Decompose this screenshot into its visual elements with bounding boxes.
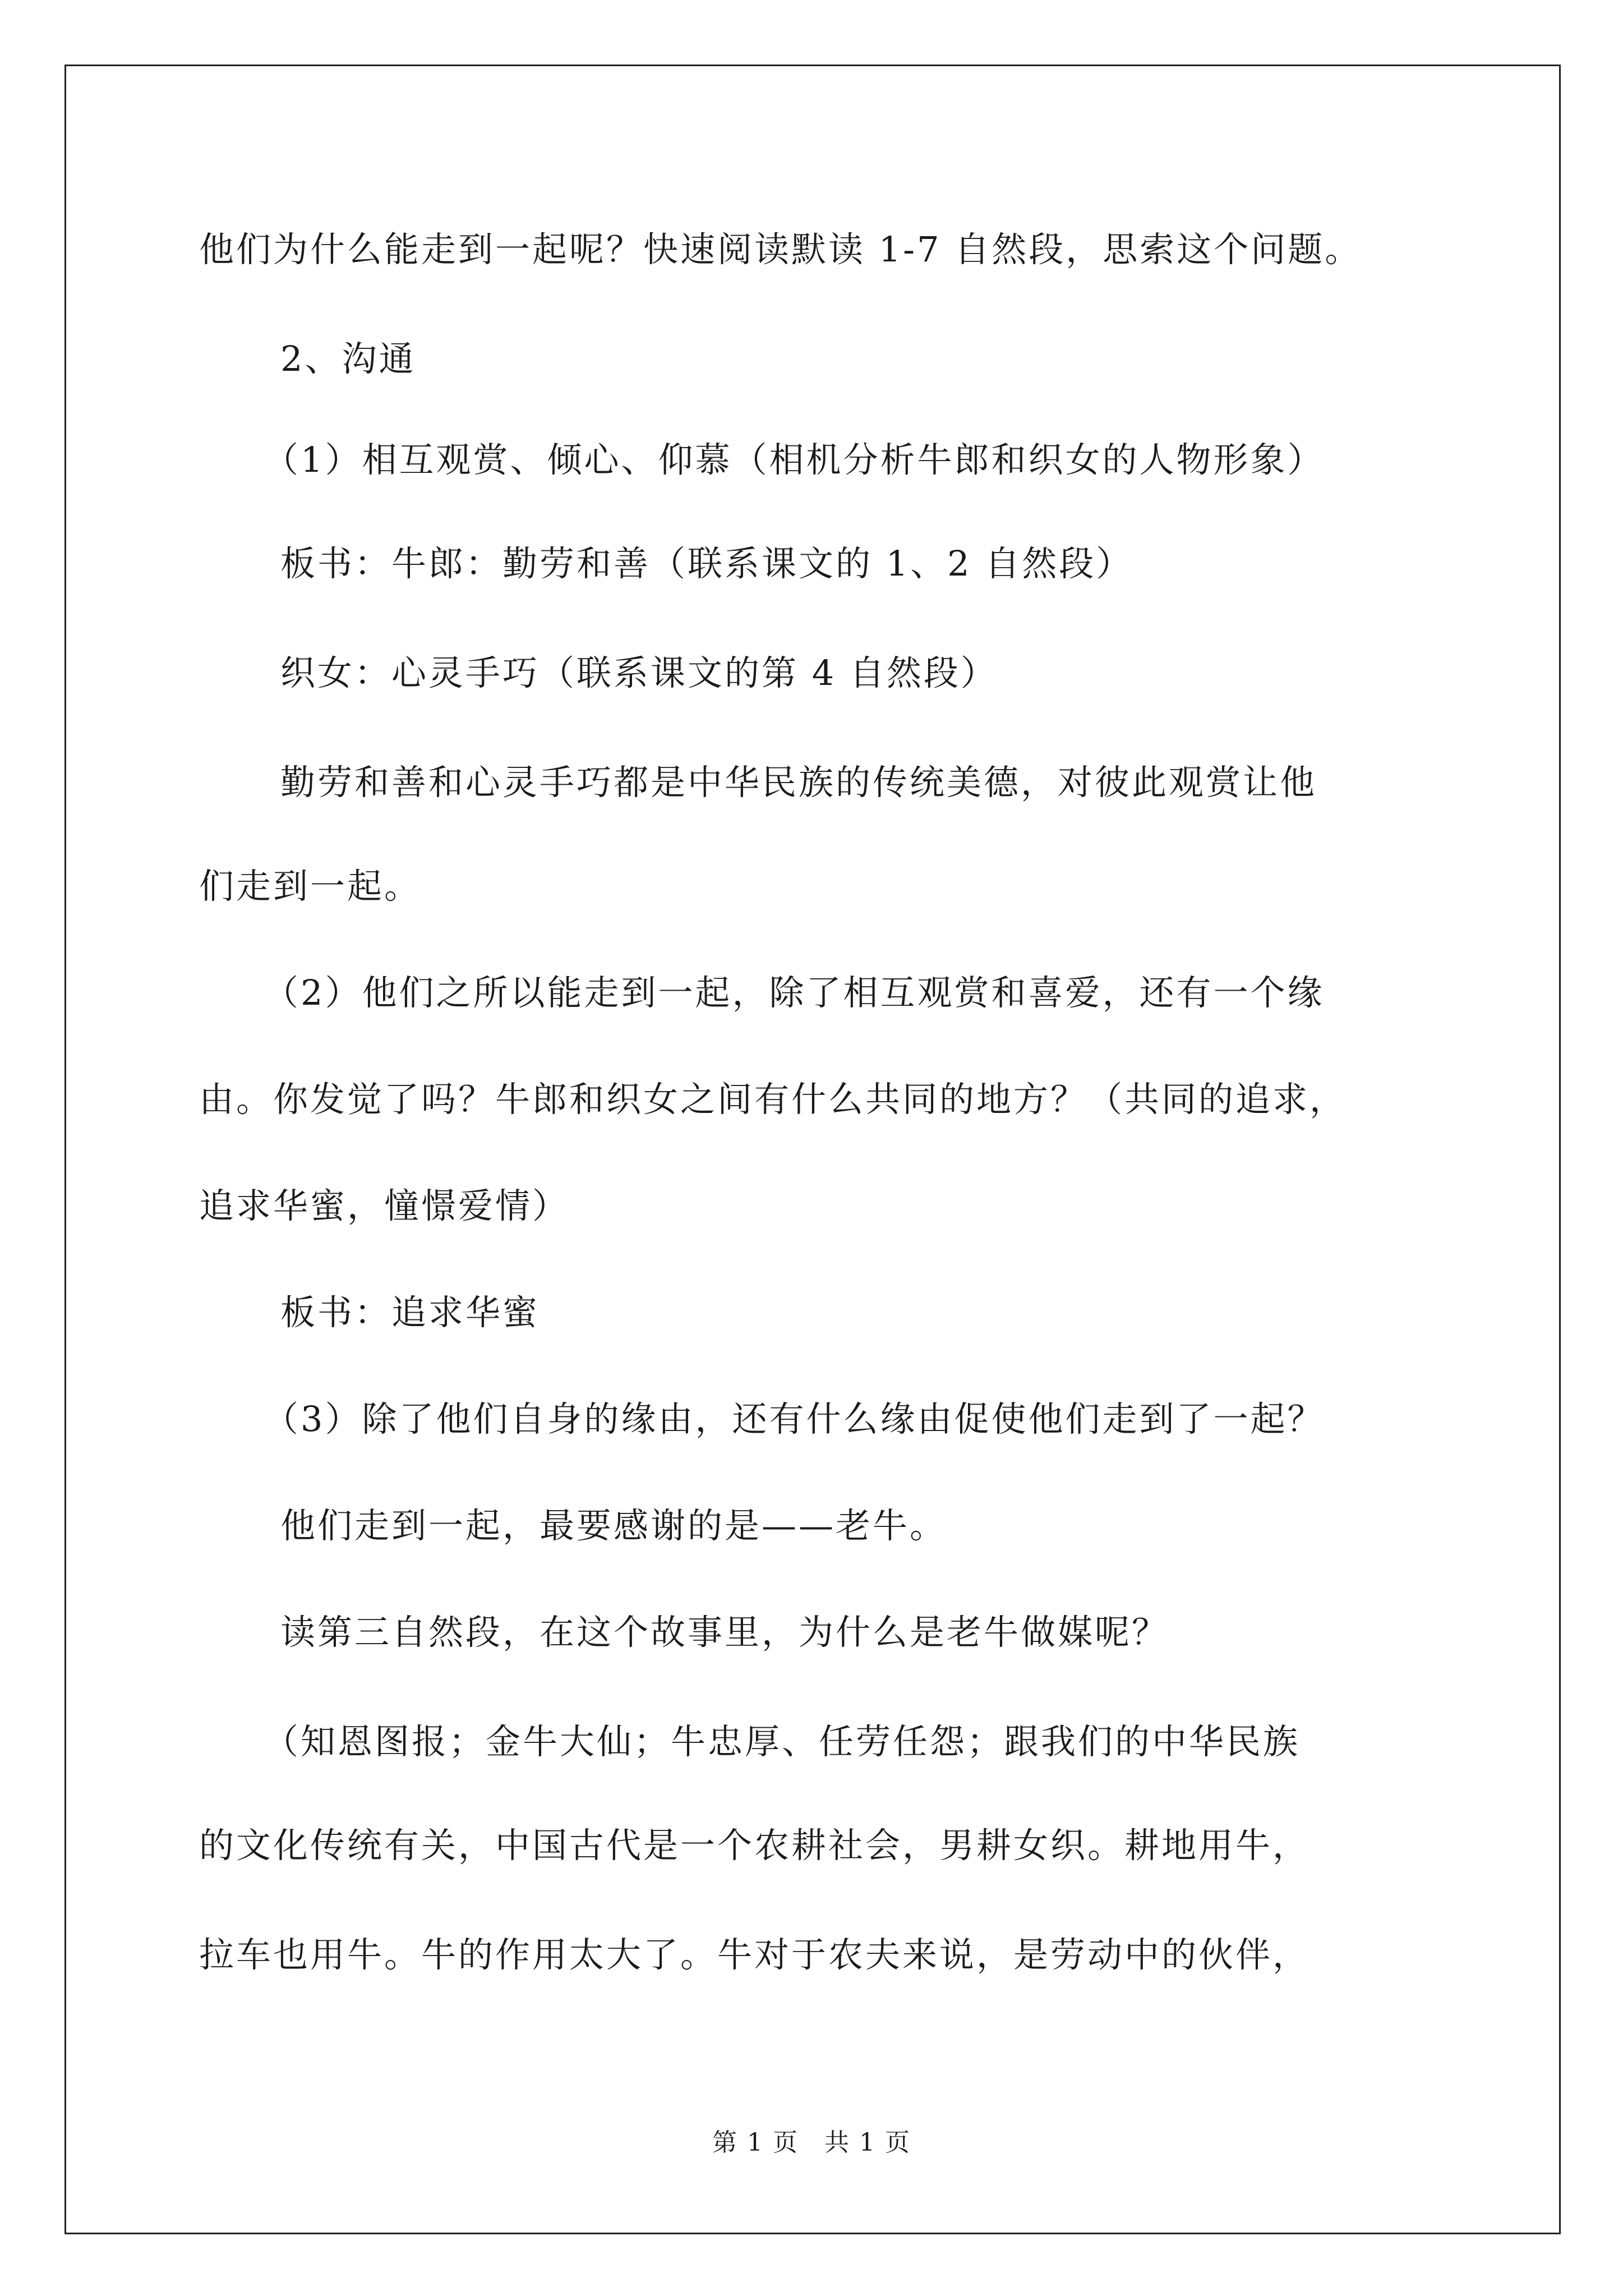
text-line-9: 由。你发觉了吗？牛郎和织女之间有什么共同的地方？（共同的追求， bbox=[199, 1079, 1347, 1120]
text-line-10: 追求华蜜，憧憬爱情） bbox=[199, 1185, 570, 1226]
text-line-15: （知恩图报；金牛大仙；牛忠厚、任劳任怨；跟我们的中华民族 bbox=[264, 1721, 1301, 1762]
text-line-16: 的文化传统有关，中国古代是一个农耕社会，男耕女织。耕地用牛， bbox=[199, 1825, 1310, 1866]
text-line-5: 织女：心灵手巧（联系课文的第 4 自然段） bbox=[280, 652, 998, 693]
page-border bbox=[64, 65, 1561, 2234]
text-line-12: （3）除了他们自身的缘由，还有什么缘由促使他们走到了一起？ bbox=[264, 1398, 1325, 1439]
text-line-1: 他们为什么能走到一起呢？快速阅读默读 1-7 自然段，思索这个问题。 bbox=[199, 229, 1362, 270]
text-line-7: 们走到一起。 bbox=[199, 866, 422, 907]
text-line-11: 板书：追求华蜜 bbox=[280, 1292, 540, 1333]
text-line-17: 拉车也用牛。牛的作用太大了。牛对于农夫来说，是劳动中的伙伴， bbox=[199, 1934, 1310, 1975]
text-line-4: 板书：牛郎：勤劳和善（联系课文的 1、2 自然段） bbox=[280, 543, 1133, 584]
text-line-14: 读第三自然段，在这个故事里，为什么是老牛做媒呢？ bbox=[280, 1612, 1169, 1653]
text-line-2: 2、沟通 bbox=[280, 338, 416, 379]
text-line-13: 他们走到一起，最要感谢的是——老牛。 bbox=[280, 1505, 947, 1546]
text-line-3: （1）相互观赏、倾心、仰慕（相机分析牛郎和织女的人物形象） bbox=[264, 439, 1325, 480]
text-line-8: （2）他们之所以能走到一起，除了相互观赏和喜爱，还有一个缘 bbox=[264, 972, 1325, 1013]
page-footer: 第 1 页 共 1 页 bbox=[712, 2128, 911, 2157]
text-line-6: 勤劳和善和心灵手巧都是中华民族的传统美德，对彼此观赏让他 bbox=[280, 762, 1317, 803]
